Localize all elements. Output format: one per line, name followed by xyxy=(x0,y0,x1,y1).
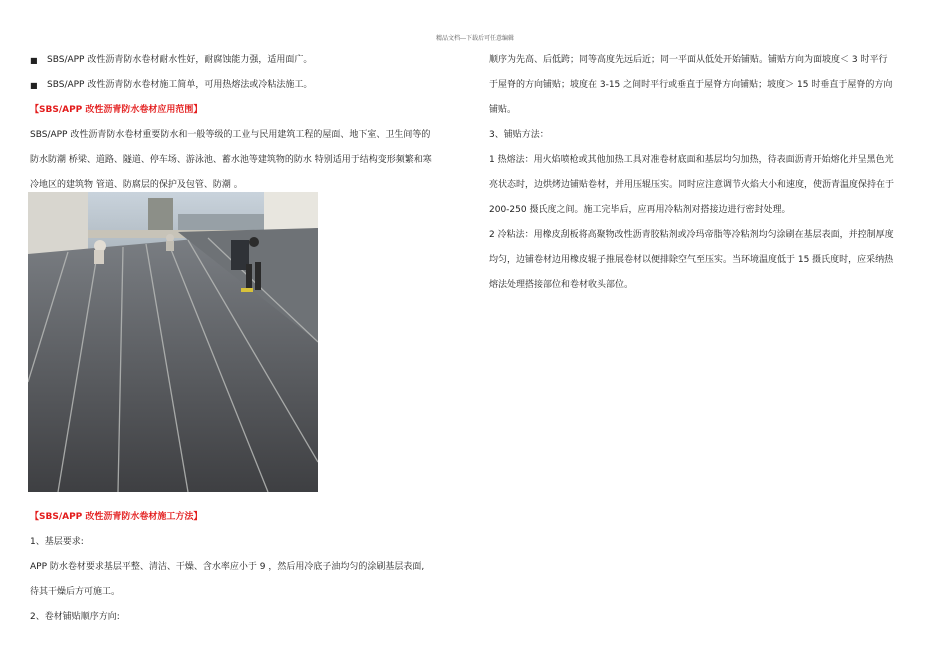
photo-illustration xyxy=(28,192,318,492)
paragraph-line: 熔法处理搭接部位和卷材收头部位。 xyxy=(489,280,634,290)
left-column xyxy=(30,48,460,198)
construction-methods-section xyxy=(30,505,460,630)
section-heading-scope: 【SBS/APP 改性沥青防水卷材应用范围】 xyxy=(30,105,203,115)
item-title: 2、卷材铺贴顺序方向: xyxy=(30,612,120,622)
paragraph-line: 铺贴。 xyxy=(489,105,517,115)
item-title: 1、基层要求: xyxy=(30,537,84,547)
paragraph-line: APP 防水卷材要求基层平整、清洁、干燥、含水率应小于 9 ，然后用冷底子油均匀的涂刷基层表面, xyxy=(30,562,425,572)
bullet-item: ■ SBS/APP 改性沥青防水卷材耐水性好，耐腐蚀能力强，适用面广。 xyxy=(30,48,460,73)
page-header: 精品文档---下载后可任意编辑 xyxy=(435,35,515,42)
paragraph-line: 冷地区的建筑物 管道、防腐层的保护及包管、防潮 。 xyxy=(30,180,243,190)
paragraph-line: 待其干燥后方可施工。 xyxy=(30,587,121,597)
paragraph-line: 2 冷粘法：用橡皮刮板将高聚物改性沥青胶粘剂或冷玛帝脂等冷粘剂均匀涂刷在基层表面，并控制厚度 xyxy=(489,230,894,240)
paragraph-line: SBS/APP 改性沥青防水卷材重要防水和一般等级的工业与民用建筑工程的屋面、地下室、卫生间等的 xyxy=(30,130,431,140)
paragraph-line: 防水防潮 桥梁、道路、隧道、停车场、游泳池、蓄水池等建筑物的防水 特别适用于结构变形频繁和寒 xyxy=(30,155,432,165)
bullet-item: ■ SBS/APP 改性沥青防水卷材施工简单，可用热熔法或冷粘法施工。 xyxy=(30,73,460,98)
item-title: 3、铺贴方法： xyxy=(489,130,549,140)
paragraph-line: 于屋脊的方向铺贴；坡度在 3-15 之间时平行或垂直于屋脊方向铺贴；坡度＞ 15 时垂直于屋脊的方向 xyxy=(489,80,893,90)
paragraph-line: 均匀，边铺卷材边用橡皮辊子推展卷材以便排除空气至压实。当环境温度低于 15 摄氏度时，应采纳热 xyxy=(489,255,894,265)
paragraph-line: 1 热熔法：用火焰喷枪或其他加热工具对准卷材底面和基层均匀加热，待表面沥青开始熔化并呈黑色光 xyxy=(489,155,894,165)
paragraph-line: 顺序为先高、后低跨；同等高度先远后近；同一平面从低处开始铺贴。铺贴方向为面坡度＜ 3 时平行 xyxy=(489,55,888,65)
paragraph-line: 200-250 摄氏度之间。施工完毕后，应再用冷粘剂对搭接边进行密封处理。 xyxy=(489,205,791,215)
paragraph-line: 亮状态时，边烘烤边铺贴卷材，并用压辊压实。同时应注意调节火焰大小和速度，使沥青温度保持在于 xyxy=(489,180,895,190)
bullet-mark: ■ xyxy=(30,56,38,65)
section-heading-methods: 【SBS/APP 改性沥青防水卷材施工方法】 xyxy=(30,512,203,522)
rooftop-membrane-photo xyxy=(28,192,318,492)
bullet-mark: ■ xyxy=(30,81,38,90)
right-column xyxy=(489,48,921,298)
